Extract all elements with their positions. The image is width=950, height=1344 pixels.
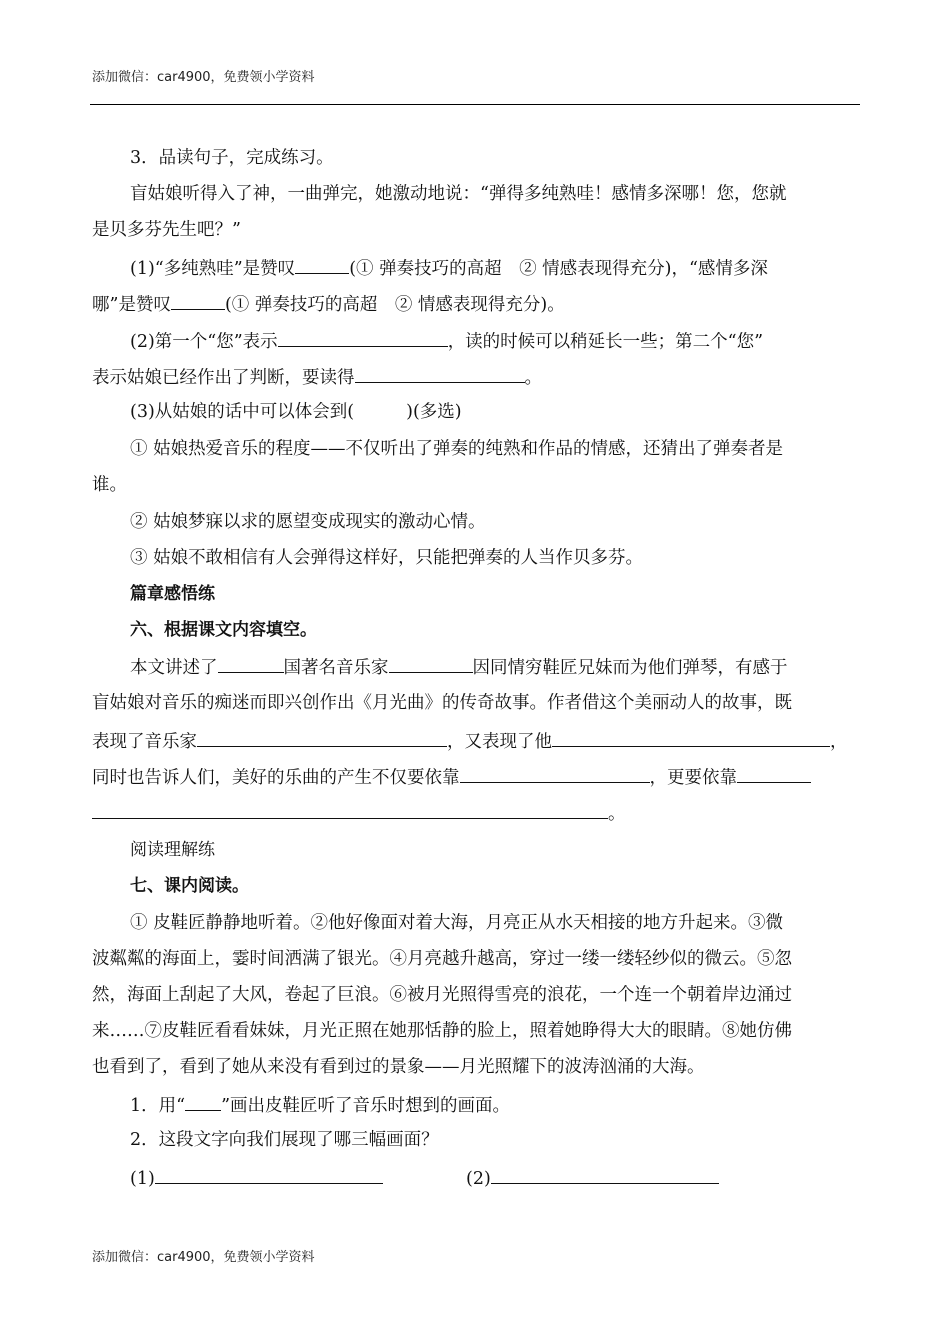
q7-q1-text-a: 1．用“: [130, 1096, 186, 1116]
q6-blank-country[interactable]: [218, 654, 284, 673]
q3-sub2-blank-1[interactable]: [278, 328, 448, 347]
q3-sub3: [130, 400, 462, 424]
q3-option-3: ③ 姑娘不敢相信有人会弹得这样好，只能把弹奏的人当作贝多芬。: [130, 548, 644, 568]
q6-text-1a: 本文讲述了: [130, 658, 218, 678]
q3-sub2-line-1: [130, 328, 763, 354]
q3-sub1-text-d: (① 弹奏技巧的高超 ② 情感表现得充分)。: [224, 295, 565, 315]
section-title-reading: 阅读理解练: [130, 840, 215, 860]
q6-blank-5[interactable]: [460, 764, 650, 783]
q3-sub1-text-b: (① 弹奏技巧的高超 ② 情感表现得充分)，“感情多深: [349, 259, 768, 279]
q3-option-2: ② 姑娘梦寐以求的愿望变成现实的激动心情。: [130, 512, 486, 532]
page-header: 添加微信：car4900，免费领小学资料: [92, 70, 315, 85]
q6-text-1c: 因同情穷鞋匠兄妹而为他们弹琴，有感于: [472, 658, 788, 678]
q7-passage-line-3: 然，海面上刮起了大风，卷起了巨浪。⑥被月光照得雪亮的浪花，一个连一个朝着岸边涌过: [92, 985, 792, 1005]
q6-line-5: [92, 800, 626, 826]
page-footer: 添加微信：car4900，免费领小学资料: [92, 1250, 315, 1265]
q3-sub1-line-2: [92, 291, 565, 317]
q7-answer-2: [466, 1165, 719, 1191]
header-divider: [90, 104, 860, 105]
q6-line-2: 盲姑娘对音乐的痴迷而即兴创作出《月光曲》的传奇故事。作者借这个美丽动人的故事，既: [92, 693, 792, 713]
q6-blank-musician[interactable]: [389, 654, 473, 673]
q3-sub2-text-a: (2)第一个“您”表示: [130, 332, 278, 352]
q7-answer-1-blank[interactable]: [155, 1165, 383, 1184]
q7-passage-line-5: 也看到了，看到了她从来没有看到过的景象——月光照耀下的波涛汹涌的大海。: [92, 1057, 705, 1077]
q3-quote-line-1: 盲姑娘听得入了神，一曲弹完，她激动地说：“弹得多纯熟哇！感情多深哪！您，您就: [130, 184, 787, 204]
q7-answer-1: [130, 1165, 383, 1191]
q3-sub3-text-b: )(多选): [406, 402, 462, 422]
q7-answer-2-blank[interactable]: [491, 1165, 719, 1184]
q7-passage-line-4: 来……⑦皮鞋匠看看妹妹，月光正照在她那恬静的脸上，照着她睁得大大的眼睛。⑧她仿佛: [92, 1021, 792, 1041]
q6-blank-3[interactable]: [197, 728, 447, 747]
q7-question-1: [130, 1092, 510, 1118]
q6-text-4a: 同时也告诉人们，美好的乐曲的产生不仅要依靠: [92, 768, 460, 788]
q7-passage-line-2: 波粼粼的海面上，霎时间洒满了银光。④月亮越升越高，穿过一缕一缕轻纱似的微云。⑤忽: [92, 949, 792, 969]
q7-passage-line-1: ① 皮鞋匠静静地听着。②他好像面对着大海，月亮正从水天相接的地方升起来。③微: [130, 913, 784, 933]
q3-title: 3．品读句子，完成练习。: [130, 148, 334, 168]
q6-blank-6a[interactable]: [737, 764, 811, 783]
q3-sub2-text-d: 。: [524, 368, 542, 388]
q7-answer-2-label: (2): [466, 1169, 491, 1189]
q6-text-4b: ，更要依靠: [649, 768, 737, 788]
q6-line-1: [130, 654, 788, 680]
q3-sub2-text-c: 表示姑娘已经作出了判断，要读得: [92, 368, 355, 388]
q7-question-2: 2．这段文字向我们展现了哪三幅画面？: [130, 1130, 439, 1150]
q3-sub1-blank-1[interactable]: [295, 255, 349, 274]
section-title-chapter: 篇章感悟练: [130, 584, 215, 604]
q3-sub1-blank-2[interactable]: [171, 291, 225, 310]
q3-sub2-blank-2[interactable]: [355, 364, 525, 383]
q3-sub1-text-a: (1)“多纯熟哇”是赞叹: [130, 259, 296, 279]
q3-option-1-line-1: ① 姑娘热爱音乐的程度——不仅听出了弹奏的纯熟和作品的情感，还猜出了弹奏者是: [130, 439, 784, 459]
q3-quote-line-2: 是贝多芬先生吧？”: [92, 220, 241, 240]
q6-text-5-end: 。: [608, 804, 626, 824]
q3-sub1-text-c: 哪”是赞叹: [92, 295, 171, 315]
q6-text-3c: ，: [830, 732, 848, 752]
q3-sub2-text-b: ，读的时候可以稍延长一些；第二个“您”: [447, 332, 764, 352]
q6-blank-4[interactable]: [552, 728, 830, 747]
q6-line-3: [92, 728, 848, 754]
q3-sub1-line-1: [130, 255, 768, 281]
q6-text-3a: 表现了音乐家: [92, 732, 197, 752]
q6-text-1b: 国著名音乐家: [283, 658, 389, 678]
q7-q1-underline-sample: [185, 1092, 221, 1111]
q6-blank-6b[interactable]: [92, 800, 608, 819]
q3-sub3-text-a: (3)从姑娘的话中可以体会到(: [130, 402, 355, 422]
q6-line-4: [92, 764, 811, 790]
q3-sub2-line-2: [92, 364, 542, 390]
q7-answer-1-label: (1): [130, 1169, 155, 1189]
q6-text-3b: ，又表现了他: [447, 732, 552, 752]
q7-title: 七、课内阅读。: [130, 876, 249, 896]
q3-option-1-line-2: 谁。: [92, 475, 127, 495]
q6-title: 六、根据课文内容填空。: [130, 620, 317, 640]
q7-q1-text-b: ”画出皮鞋匠听了音乐时想到的画面。: [221, 1096, 511, 1116]
